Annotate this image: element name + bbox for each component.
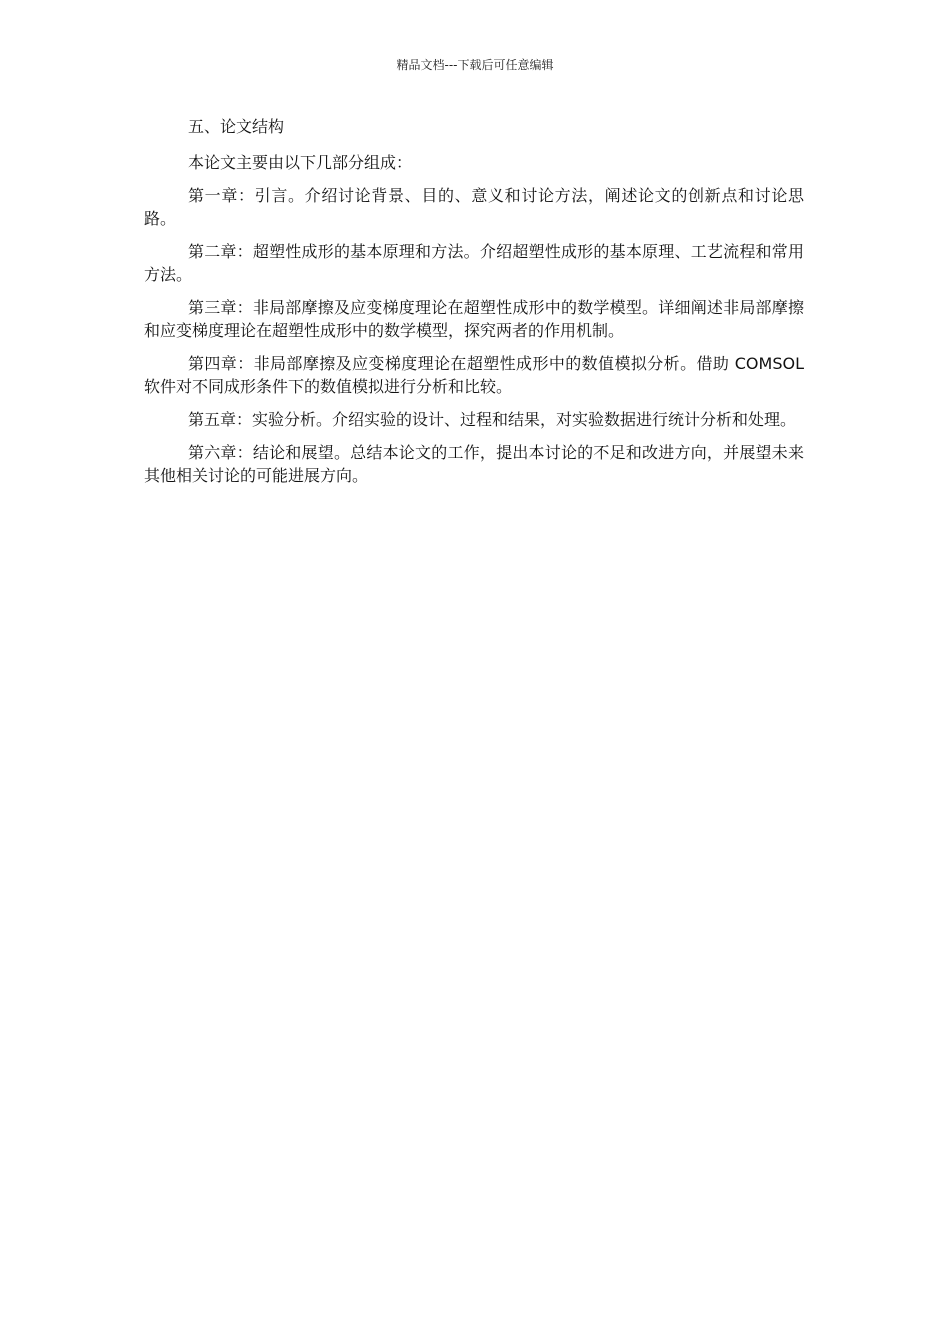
section-intro: 本论文主要由以下几部分组成：	[188, 153, 413, 172]
page-header: 精品文档---下载后可任意编辑	[396, 58, 554, 72]
chapter-4-paragraph: 第四章：非局部摩擦及应变梯度理论在超塑性成形中的数值模拟分析。借助 COMSOL 软件对不同成形条件下的数值模拟进行分析和比较。	[144, 354, 804, 396]
chapter-2-paragraph: 第二章：超塑性成形的基本原理和方法。介绍超塑性成形的基本原理、工艺流程和常用方法。	[144, 242, 804, 284]
document-body	[144, 115, 804, 497]
chapter-6-paragraph: 第六章：结论和展望。总结本论文的工作，提出本讨论的不足和改进方向，并展望未来其他相关讨论的可能进展方向。	[144, 443, 804, 485]
chapter-5-paragraph: 第五章：实验分析。介绍实验的设计、过程和结果，对实验数据进行统计分析和处理。	[188, 410, 797, 429]
chapter-1-paragraph: 第一章：引言。介绍讨论背景、目的、意义和讨论方法，阐述论文的创新点和讨论思路。	[144, 186, 804, 228]
chapter-3-paragraph: 第三章：非局部摩擦及应变梯度理论在超塑性成形中的数学模型。详细阐述非局部摩擦和应变梯度理论在超塑性成形中的数学模型，探究两者的作用机制。	[144, 298, 804, 340]
section-heading: 五、论文结构	[188, 117, 285, 136]
